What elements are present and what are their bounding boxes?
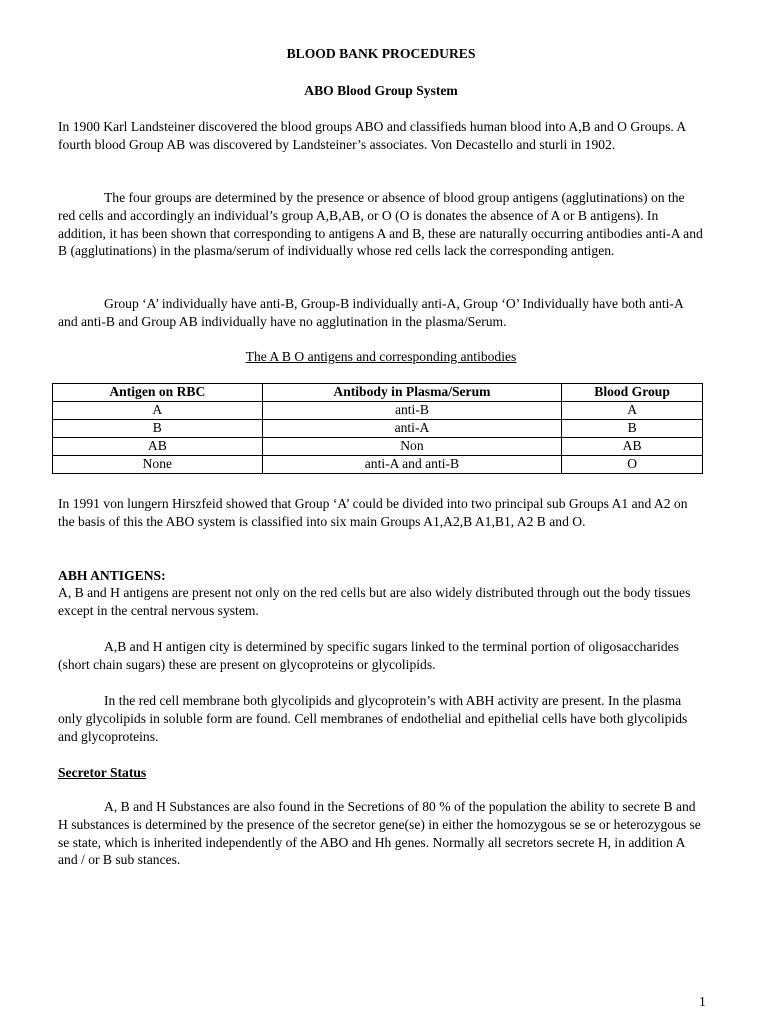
table-cell: B <box>53 420 263 438</box>
table-cell: B <box>562 420 703 438</box>
paragraph-group-antibodies: Group ‘A’ individually have anti-B, Group-B individually anti-A, Group ‘O’ Individually have both anti-A and anti-B and Group AB individually have no agglutination in the plasma/Serum. <box>58 296 684 329</box>
table-header-antibody: Antibody in Plasma/Serum <box>262 384 562 402</box>
table-row <box>53 420 703 438</box>
table-header-blood-group: Blood Group <box>562 384 703 402</box>
paragraph-hirszfeld-subgroups: In 1991 von lungern Hirszfeid showed that Group ‘A’ could be divided into two principal sub Groups A1 and A2 on the basis of this the ABO system is classified into six main Groups A1,A2,B A1,B1, A2 B and O. <box>58 496 688 529</box>
table-cell: Non <box>262 438 562 456</box>
table-header-antigen: Antigen on RBC <box>53 384 263 402</box>
paragraph-red-cell-membrane: In the red cell membrane both glycolipids and glycoprotein’s with ABH activity are present. In the plasma only glycolipids in soluble form are found. Cell membranes of endothelial and epithelial cells have both glycolipids and glycoproteins. <box>58 693 688 744</box>
table-cell: AB <box>53 438 263 456</box>
table-header-row <box>53 384 703 402</box>
paragraph-four-groups: The four groups are determined by the presence or absence of blood group antigens (agglutinations) on the red cells and accordingly an individual’s group A,B,AB, or O (O is donates the absence of A or B antigens). In addition, it has been shown that corresponding to antigens A and B, these are naturally occurring antibodies anti-A and B (agglutinations) in the plasma/serum of individually whose red cells lack the corresponding antigen. <box>58 190 703 259</box>
page-number: 1 <box>699 994 706 1009</box>
table-cell: A <box>562 402 703 420</box>
heading-secretor-status: Secretor Status <box>58 765 147 780</box>
table-cell: anti-A and anti-B <box>262 456 562 474</box>
table-cell: AB <box>562 438 703 456</box>
table-cell: anti-A <box>262 420 562 438</box>
paragraph-landsteiner-discovery: In 1900 Karl Landsteiner discovered the blood groups ABO and classifieds human blood into A,B and O Groups. A fourth blood Group AB was discovered by Landsteiner’s associates. Von Decastello and sturli in 1902. <box>58 119 686 152</box>
paragraph-abh-sugars: A,B and H antigen city is determined by specific sugars linked to the terminal portion of oligosaccharides (short chain sugars) these are present on glycoproteins or glycolipids. <box>58 639 679 672</box>
table-cell: O <box>562 456 703 474</box>
table-row <box>53 456 703 474</box>
paragraph-secretor-genes: A, B and H Substances are also found in the Secretions of 80 % of the population the ability to secrete B and H substances is determined by the presence of the secretor gene(se) in either the homozygous se se or heterozygous se se state, which is inherited independently of the ABO and Hh genes. Normally all secretors secrete H, in addition A and / or B sub stances. <box>58 799 701 868</box>
table-cell: A <box>53 402 263 420</box>
table-caption: The A B O antigens and corresponding antibodies <box>245 349 517 364</box>
paragraph-abh-distribution: A, B and H antigens are present not only on the red cells but are also widely distributed through out the body tissues except in the central nervous system. <box>58 585 691 618</box>
table-cell: None <box>53 456 263 474</box>
abo-antigen-table <box>52 383 703 474</box>
document-title: BLOOD BANK PROCEDURES <box>286 46 476 61</box>
heading-abh-antigens: ABH ANTIGENS: <box>58 568 166 583</box>
table-row <box>53 438 703 456</box>
table-cell: anti-B <box>262 402 562 420</box>
table-row <box>53 402 703 420</box>
document-subtitle: ABO Blood Group System <box>304 83 458 98</box>
